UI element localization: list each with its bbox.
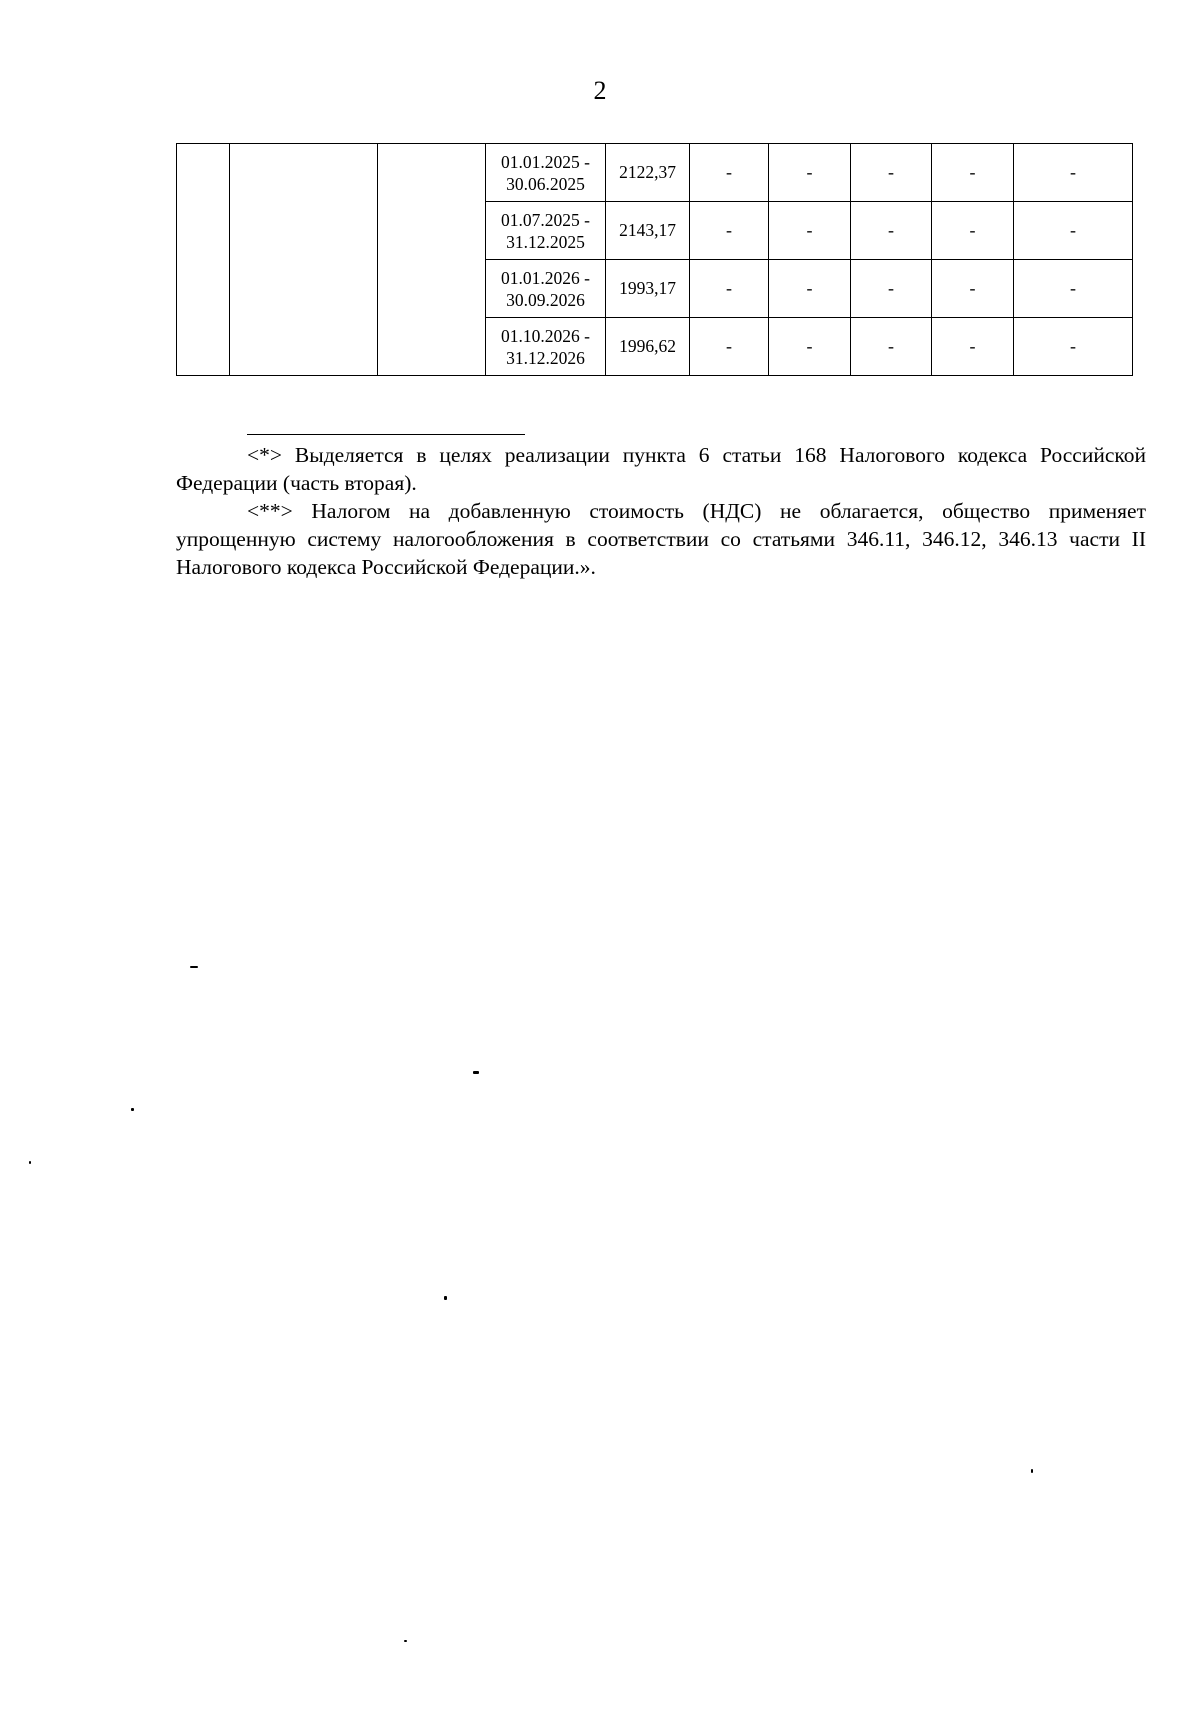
period-start: 01.07.2025 - [501,209,590,230]
footnote-separator [247,434,525,435]
scan-speck [29,1161,31,1164]
period-cell [486,260,606,318]
dash-cell: - [769,318,851,376]
tariff-value: 2122,37 [606,144,690,202]
tariff-table [176,143,1133,376]
dash-cell: - [769,202,851,260]
period-end: 31.12.2025 [506,231,585,252]
scan-speck [1031,1469,1033,1473]
period-cell [486,144,606,202]
dash-cell: - [769,260,851,318]
dash-cell: - [690,318,769,376]
period-start: 01.10.2026 - [501,325,590,346]
dash-cell: - [932,202,1014,260]
scan-speck [444,1296,447,1300]
period-end: 30.06.2025 [506,173,585,194]
dash-cell: - [1014,318,1133,376]
footnote-1: <*> Выделяется в целях реализации пункта 6 статьи 168 Налогового кодекса Российской Федерации (часть вторая). [176,443,1146,495]
tariff-value: 1993,17 [606,260,690,318]
scan-speck [190,966,198,968]
period-start: 01.01.2026 - [501,267,590,288]
dash-cell: - [1014,144,1133,202]
dash-cell: - [851,144,932,202]
dash-cell: - [690,260,769,318]
scan-speck [473,1071,479,1074]
dash-cell: - [851,260,932,318]
dash-cell: - [690,202,769,260]
dash-cell: - [851,318,932,376]
empty-cell [378,144,486,376]
dash-cell: - [769,144,851,202]
dash-cell: - [1014,260,1133,318]
dash-cell: - [851,202,932,260]
page-number: 2 [593,76,607,105]
dash-cell: - [932,260,1014,318]
empty-cell [177,144,230,376]
empty-cell [230,144,378,376]
period-end: 30.09.2026 [506,289,585,310]
dash-cell: - [932,144,1014,202]
dash-cell: - [932,318,1014,376]
footnote-2: <**> Налогом на добавленную стоимость (НДС) не облагается, общество применяет упрощенную систему налогообложения в соответствии со статьями 346.11, 346.12, 346.13 части II Налогового кодекса Российской Федерации.». [176,499,1146,579]
footnotes [176,441,1146,581]
period-end: 31.12.2026 [506,347,585,368]
period-cell [486,202,606,260]
period-start: 01.01.2025 - [501,151,590,172]
dash-cell: - [1014,202,1133,260]
scan-speck [131,1108,134,1111]
tariff-value: 2143,17 [606,202,690,260]
period-cell [486,318,606,376]
table-row [177,144,1133,202]
dash-cell: - [690,144,769,202]
scan-speck [404,1640,407,1642]
tariff-value: 1996,62 [606,318,690,376]
